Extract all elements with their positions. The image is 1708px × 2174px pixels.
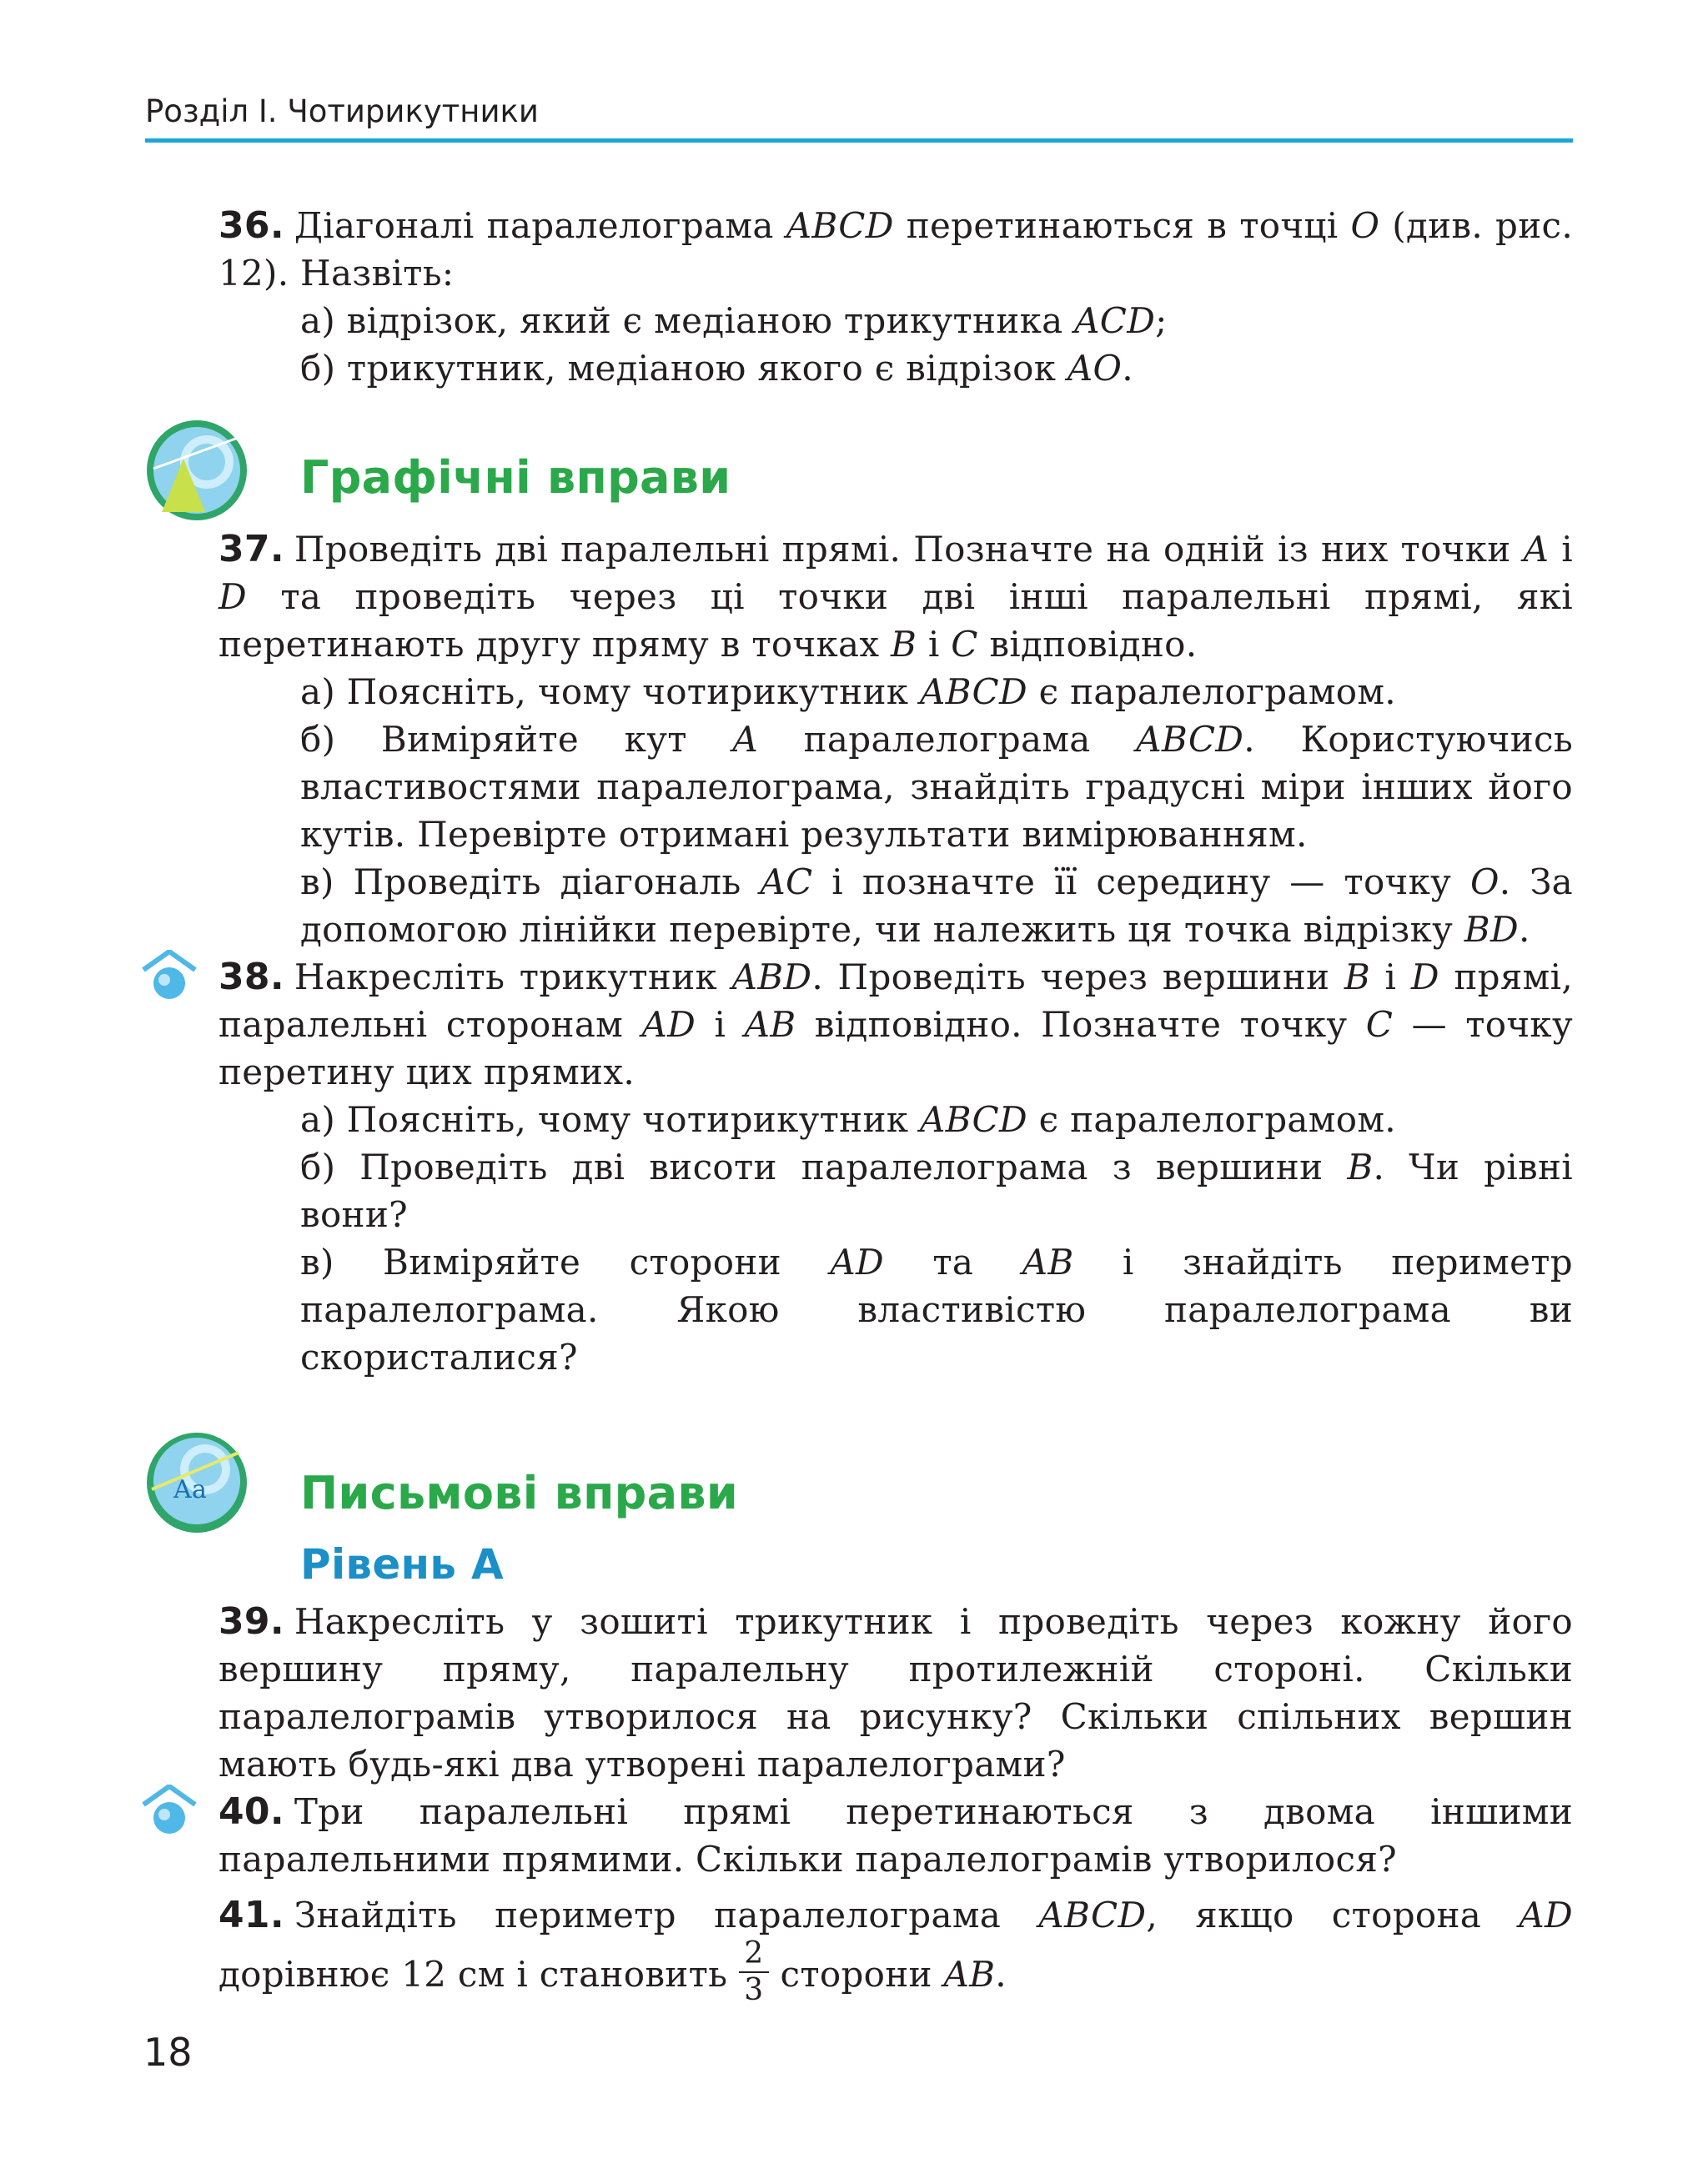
text: в) Виміряйте сторони [300,1242,831,1283]
math: O [1470,861,1500,902]
problem-38-item-a [300,1096,1573,1143]
text: і позначте її середину — точку [812,861,1470,902]
fraction-numerator: 2 [739,1936,768,1973]
text: і [696,1004,745,1045]
text: б) Виміряйте кут [300,719,733,760]
text: . [1518,909,1530,950]
text: і знайдіть периметр паралелограма. Якою властивістю паралелограма ви скористалися? [300,1242,1573,1378]
text: перетинаються в точці [893,205,1351,246]
math: ACD [1074,300,1156,341]
math: BD [1464,909,1519,950]
problem-36 [219,202,1573,297]
text: Проведіть дві паралельні прямі. Позначте на одній із них точки [294,529,1524,570]
problem-39 [219,1598,1573,1788]
math: B [1344,956,1371,997]
problem-36-item-a [300,297,1573,344]
problem-number: 37. [219,528,284,570]
problem-number: 41. [219,1894,284,1936]
text: б) Проведіть дві висоти паралелограма з вершини [300,1147,1348,1187]
text: ; [1155,300,1168,341]
text: а) Поясніть, чому чотирикутник [300,671,920,712]
text: . [995,1954,1007,1995]
math: D [219,576,247,617]
page-number: 18 [143,2030,193,2075]
text: відповідно. [977,624,1198,665]
fraction-denominator: 3 [744,1973,764,2007]
problem-40 [219,1788,1573,1883]
text: , якщо сторона [1146,1895,1520,1936]
problem-number: 38. [219,956,284,998]
problem-number: 40. [219,1790,284,1833]
math: AD [641,1004,696,1045]
text: та [883,1242,1022,1283]
math: D [1410,956,1439,997]
house-marker-icon [142,950,197,1002]
math: O [1350,205,1380,246]
text: . Чи рівні вони? [300,1147,1573,1235]
svg-text:Aa: Aa [173,1475,208,1504]
page-header [145,90,1573,143]
problem-37-item-a [300,668,1573,715]
math: C [951,624,978,665]
compass-triangle-icon [145,419,249,522]
math: A [732,719,759,760]
math: AD [830,1242,884,1283]
math: C [1365,1004,1394,1045]
text: Накресліть трикутник [294,956,732,997]
math: AB [744,1004,796,1045]
problem-37-item-c [300,858,1573,953]
text: . Проведіть через вершини [811,956,1344,997]
problem-number: 36. [219,204,284,247]
math: B [891,624,917,665]
text: Накресліть у зошиті трикутник і проведіть через кожну його вершину пряму, паралельну протилежній стороні. Скільки паралелограмів утворилося на рисунку? Скільки спільних вершин мають будь-які два утворені паралелограми? [219,1601,1573,1785]
math: ABCD [919,671,1027,712]
letters-aa-icon [145,1431,249,1534]
section-title: Письмові вправи [300,1467,738,1519]
problem-41 [219,1890,1573,2013]
text: а) Поясніть, чому чотирикутник [300,1099,920,1140]
text: б) трикутник, медіаною якого є відрізок [300,348,1068,389]
section-graphic [219,419,1573,525]
problem-number: 39. [219,1600,284,1643]
math: ABCD [919,1099,1027,1140]
text: є паралелограмом. [1027,671,1396,712]
problem-38-item-c [300,1238,1573,1381]
text: — точку перетину цих прямих. [219,1004,1573,1092]
text: паралелограма [758,719,1137,760]
text: в) Проведіть діагональ [300,861,761,902]
problem-37-item-b [300,715,1573,858]
page-content [173,202,1574,2013]
text: . За допомогою лінійки перевірте, чи належить ця точка відрізку [300,861,1574,950]
chapter-title: Розділ I. Чотирикутники [145,93,539,129]
text: (див. рис. 12). Назвіть: [219,205,1573,294]
text: і [1549,529,1573,570]
text: дорівнює 12 см і становить [219,1954,728,1995]
math: ABCD [1038,1895,1147,1936]
text: відповідно. Позначте точку [796,1004,1366,1045]
section-title: Графічні вправи [300,451,731,504]
text: а) відрізок, який є медіаною трикутника [300,300,1075,341]
text: і [917,624,952,665]
text: . Користуючись властивостями паралелограма, знайдіть градусні міри інших його кутів. Перевірте отримані результати вимірюванням. [300,719,1573,855]
problem-36-item-b [300,344,1573,392]
math: AB [943,1954,996,1995]
text: і [1370,956,1411,997]
math: ABCD [1136,719,1244,760]
math: AD [1519,1895,1573,1936]
math: ABCD [786,205,894,246]
text: є паралелограмом. [1027,1099,1396,1140]
fraction [739,1936,768,2008]
text: та проведіть через ці точки дві інші паралельні прямі, які перетинають другу пряму в точках [219,576,1573,665]
text: . [1122,348,1133,389]
math: ABD [731,956,812,997]
section-written [173,1431,1573,1538]
math: AC [760,861,813,902]
math: A [1523,529,1550,570]
math: B [1347,1147,1374,1187]
math: AB [1022,1242,1074,1283]
house-marker-icon [142,1785,197,1836]
text: сторони [780,1954,944,1995]
math: AO [1067,348,1123,389]
text: прямі, паралельні сторонам [219,956,1573,1045]
problem-38-item-b [300,1143,1573,1238]
text: Знайдіть периметр паралелограма [294,1895,1039,1936]
problem-38 [219,953,1573,1096]
level-title: Рівень А [300,1540,505,1589]
problem-37 [219,525,1573,668]
text: Діагоналі паралелограма [294,205,786,246]
text: Три паралельні прямі перетинаються з двома іншими паралельними прямими. Скільки паралелограмів утворилося? [219,1791,1573,1880]
